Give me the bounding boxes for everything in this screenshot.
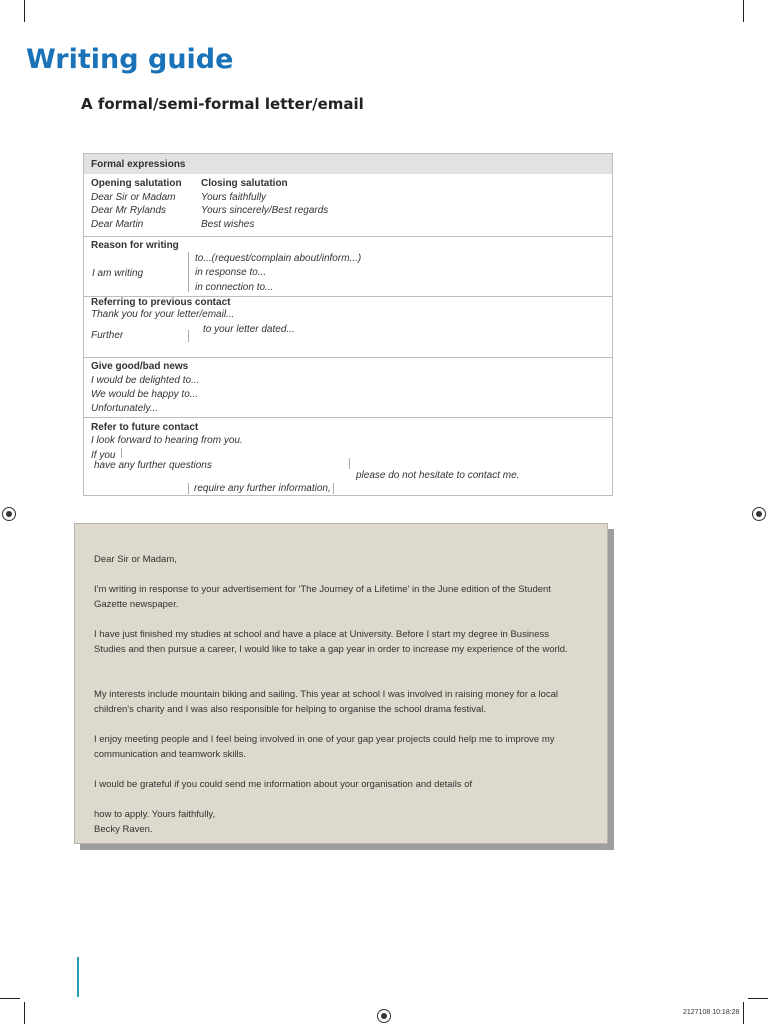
registration-mark-icon	[377, 1009, 391, 1023]
future-option: require any further information,	[194, 483, 331, 494]
option-bar	[333, 483, 334, 494]
letter-paragraph: My interests include mountain biking and sailing. This year at school I was involved in raising money for a local children's charity and I was also responsible for helping to organise the school drama festival.	[94, 689, 558, 715]
reason-lead: I am writing	[92, 268, 144, 279]
opening-salutation-item: Dear Sir or Madam	[91, 192, 176, 203]
future-line: I look forward to hearing from you.	[91, 435, 243, 446]
referring-line: Thank you for your letter/email...	[91, 309, 235, 320]
letter-paragraph: I'm writing in response to your advertisement for 'The Journey of a Lifetime' in the June edition of the Student Gazette newspaper.	[94, 584, 551, 610]
registration-mark-icon	[2, 507, 16, 521]
registration-mark-icon	[752, 507, 766, 521]
news-line: Unfortunately...	[91, 403, 159, 414]
page-title: Writing guide	[26, 44, 234, 75]
crop-mark	[24, 1002, 25, 1024]
closing-salutation-heading: Closing salutation	[201, 178, 288, 189]
referring-heading: Referring to previous contact	[91, 297, 231, 308]
row-divider	[84, 417, 612, 418]
page-subtitle: A formal/semi-formal letter/email	[81, 95, 364, 113]
future-ending: please do not hesitate to contact me.	[356, 470, 520, 481]
letter-paragraph: I would be grateful if you could send me information about your organisation and details of	[94, 779, 473, 790]
referring-further: Further	[91, 330, 124, 341]
formal-expressions-table	[83, 153, 613, 496]
letter-closing: how to apply. Yours faithfully,	[94, 809, 216, 820]
referring-option: to your letter dated...	[203, 324, 295, 335]
option-bar	[121, 448, 122, 458]
margin-accent-bar	[77, 957, 79, 997]
reason-option: in response to...	[195, 267, 267, 278]
opening-salutation-item: Dear Martin	[91, 219, 144, 230]
letter-paragraph: I enjoy meeting people and I feel being involved in one of your gap year projects could help me to improve my communication and teamwork skills.	[94, 734, 555, 760]
news-heading: Give good/bad news	[91, 361, 189, 372]
news-line: I would be delighted to...	[91, 375, 200, 386]
crop-mark	[748, 998, 768, 999]
reason-option: to...(request/complain about/inform...)	[195, 253, 362, 264]
news-line: We would be happy to...	[91, 389, 199, 400]
crop-mark	[24, 0, 25, 22]
option-bar	[188, 252, 189, 292]
crop-mark	[743, 1002, 744, 1024]
future-option: have any further questions	[94, 460, 212, 471]
closing-salutation-item: Best wishes	[201, 219, 255, 230]
future-if-you: If you	[91, 450, 116, 461]
opening-salutation-heading: Opening salutation	[91, 178, 182, 189]
reason-heading: Reason for writing	[91, 240, 179, 251]
sample-letter	[74, 523, 608, 844]
table-header: Formal expressions	[91, 159, 186, 170]
crop-mark	[743, 0, 744, 22]
option-bar	[188, 330, 189, 342]
option-bar	[188, 483, 189, 494]
row-divider	[84, 236, 612, 237]
letter-greeting: Dear Sir or Madam,	[94, 554, 177, 565]
option-bar	[349, 458, 350, 469]
letter-paragraph: I have just finished my studies at school and have a place at University. Before I start my degree in Business Studies and then pursue a career, I would like to take a gap year in order to increase my experience of the world.	[94, 629, 568, 655]
closing-salutation-item: Yours sincerely/Best regards	[201, 205, 329, 216]
opening-salutation-item: Dear Mr Rylands	[91, 205, 167, 216]
row-divider	[84, 357, 612, 358]
crop-mark	[0, 998, 20, 999]
closing-salutation-item: Yours faithfully	[201, 192, 267, 203]
reason-option: in connection to...	[195, 282, 274, 293]
letter-signature: Becky Raven.	[94, 824, 153, 835]
print-code: 2127108 10:18:28	[683, 1009, 740, 1016]
future-heading: Refer to future contact	[91, 422, 199, 433]
